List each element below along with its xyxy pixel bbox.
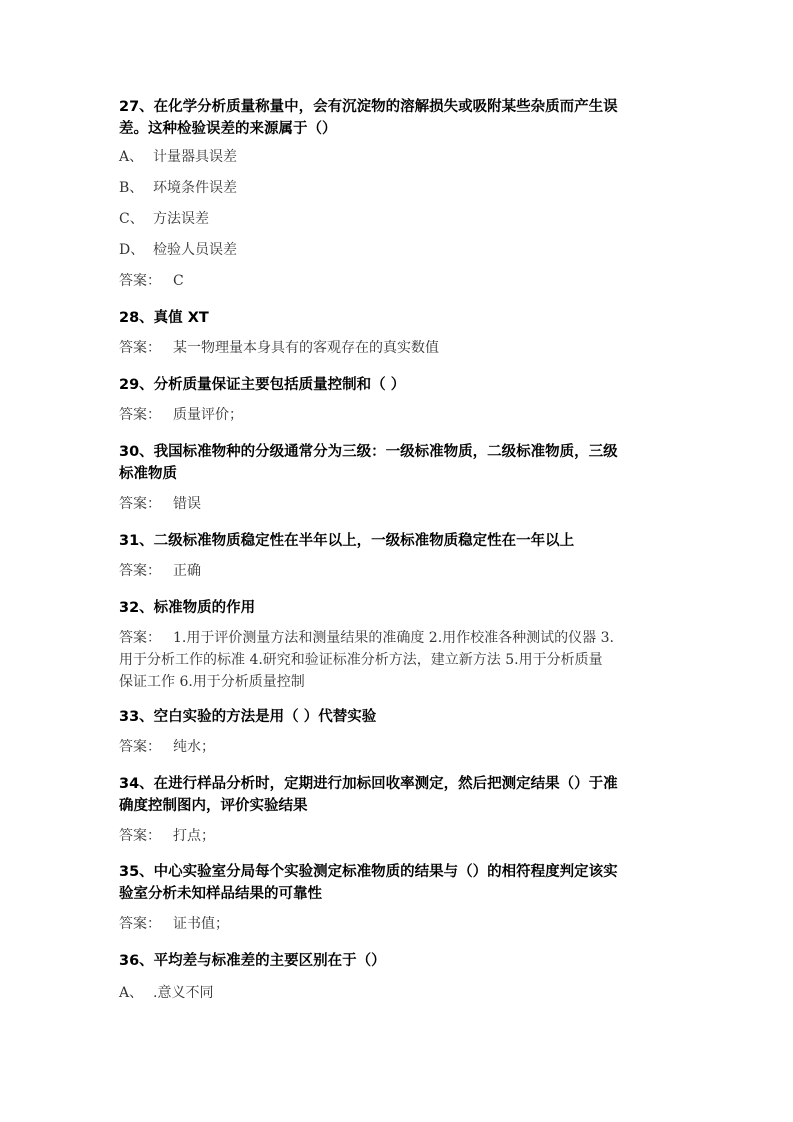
answer-32-line-1	[119, 627, 679, 649]
answer-text: C	[173, 273, 184, 289]
answer-32-line-3: 保证工作 6.用于分析质量控制	[119, 674, 305, 690]
answer-text: 1.用于评价测量方法和测量结果的准确度 2.用作校准各种测试的仪器 3.	[173, 630, 614, 646]
answer-label: 答案：	[119, 340, 161, 356]
answer-label: 答案：	[119, 496, 161, 512]
option-letter: C、	[119, 211, 144, 227]
answer-31	[119, 560, 679, 582]
answer-text: 质量评价；	[173, 407, 243, 423]
question-27-line-2: 差。这种检验误差的来源属于（）	[119, 121, 337, 137]
answer-33	[119, 736, 679, 758]
option-text: .意义不同	[153, 985, 214, 1001]
answer-text: 错误	[173, 496, 201, 512]
answer-32-line-2: 用于分析工作的标准 4.研究和验证标准分析方法，建立新方法 5.用于分析质量	[119, 652, 603, 668]
answer-text: 打点；	[173, 828, 215, 844]
option-a	[119, 982, 679, 1004]
question-35-line-2: 验室分析未知样品结果的可靠性	[119, 886, 322, 902]
question-34-line-1: 34、在进行样品分析时，定期进行加标回收率测定，然后把测定结果（）于准	[119, 776, 618, 792]
question-29: 29、分析质量保证主要包括质量控制和（ ）	[119, 377, 406, 393]
answer-text: 证书值；	[173, 916, 229, 932]
answer-text: 正确	[173, 563, 201, 579]
answer-text: 纯水；	[173, 739, 215, 755]
answer-label: 答案：	[119, 407, 161, 423]
answer-30	[119, 493, 679, 515]
answer-label: 答案：	[119, 916, 161, 932]
option-a	[119, 146, 679, 168]
option-text: 环境条件误差	[153, 180, 237, 196]
question-34-line-2: 确度控制图内，评价实验结果	[119, 798, 308, 814]
question-28: 28、真值 XT	[119, 310, 209, 326]
answer-29	[119, 404, 679, 426]
answer-label: 答案：	[119, 563, 161, 579]
answer-label: 答案：	[119, 273, 161, 289]
question-30-line-2: 标准物质	[119, 466, 177, 482]
answer-label: 答案：	[119, 739, 161, 755]
answer-34	[119, 825, 679, 847]
question-36: 36、平均差与标准差的主要区别在于（）	[119, 953, 386, 969]
question-35-line-1: 35、中心实验室分局每个实验测定标准物质的结果与（）的相符程度判定该实	[119, 864, 618, 880]
answer-28	[119, 337, 679, 359]
answer-27	[119, 270, 679, 292]
option-letter: B、	[119, 180, 144, 196]
option-text: 计量器具误差	[153, 149, 237, 165]
option-d	[119, 239, 679, 261]
option-text: 方法误差	[153, 211, 209, 227]
question-30-line-1: 30、我国标准物种的分级通常分为三级：一级标准物质，二级标准物质，三级	[119, 444, 618, 460]
answer-text: 某一物理量本身具有的客观存在的真实数值	[173, 340, 439, 356]
question-32: 32、标准物质的作用	[119, 600, 256, 616]
option-letter: D、	[119, 242, 145, 258]
answer-label: 答案：	[119, 828, 161, 844]
answer-label: 答案：	[119, 630, 161, 646]
option-letter: A、	[119, 149, 144, 165]
question-27-line-1: 27、在化学分析质量称量中，会有沉淀物的溶解损失或吸附某些杂质而产生误	[119, 99, 618, 115]
option-c	[119, 208, 679, 230]
question-33: 33、空白实验的方法是用（ ）代替实验	[119, 709, 377, 725]
question-31: 31、二级标准物质稳定性在半年以上，一级标准物质稳定性在一年以上	[119, 533, 575, 549]
option-b	[119, 177, 679, 199]
option-text: 检验人员误差	[153, 242, 237, 258]
option-letter: A、	[119, 985, 144, 1001]
answer-35	[119, 913, 679, 935]
